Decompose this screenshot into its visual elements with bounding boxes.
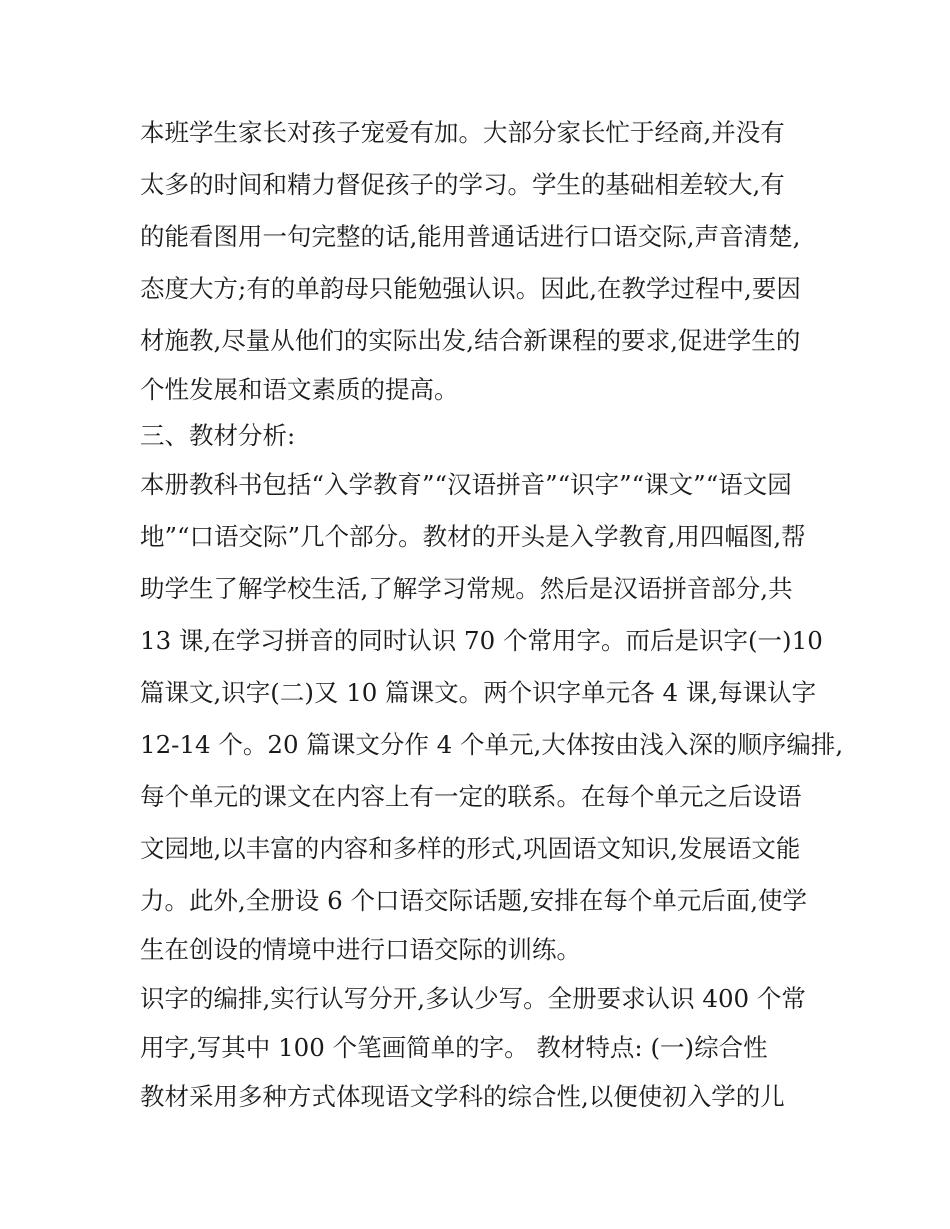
text-line-5: 材施教,尽量从他们的实际出发,结合新课程的要求,促进学生的	[140, 326, 801, 355]
text-line-20: 教材采用多种方式体现语文学科的综合性,以便使初入学的儿	[140, 1082, 785, 1111]
text-line-16: 力。此外,全册设 6 个口语交际话题,安排在每个单元后面,使学	[140, 886, 808, 915]
text-line-1: 本班学生家长对孩子宠爱有加。大部分家长忙于经商,并没有	[140, 118, 785, 147]
document-body	[140, 107, 844, 1123]
text-line-15: 文园地,以丰富的内容和多样的形式,巩固语文知识,发展语文能	[140, 834, 801, 863]
text-line-18: 识字的编排,实行认写分开,多认少写。全册要求认识 400 个常	[140, 984, 806, 1013]
text-line-9: 地”“口语交际”几个部分。教材的开头是入学教育,用四幅图,帮	[140, 522, 806, 551]
text-line-13: 12-14 个。20 篇课文分作 4 个单元,大体按由浅入深的顺序编排,	[140, 730, 844, 759]
text-line-19: 用字,写其中 100 个笔画简单的字。 教材特点: (一)综合性	[140, 1033, 768, 1062]
text-line-14: 每个单元的课文在内容上有一定的联系。在每个单元之后设语	[140, 782, 802, 811]
text-line-6: 个性发展和语文素质的提高。	[140, 375, 459, 404]
text-line-17: 生在创设的情境中进行口语交际的训练。	[140, 935, 581, 964]
text-line-2: 太多的时间和精力督促孩子的学习。学生的基础相差较大,有	[140, 170, 785, 199]
text-line-3: 的能看图用一句完整的话,能用普通话进行口语交际,声音清楚,	[140, 222, 801, 251]
section-heading: 三、教材分析:	[140, 421, 296, 450]
text-line-11: 13 课,在学习拼音的同时认识 70 个常用字。而后是识字(一)10	[140, 626, 823, 655]
text-line-10: 助学生了解学校生活,了解学习常规。然后是汉语拼音部分,共	[140, 574, 793, 603]
text-line-12: 篇课文,识字(二)又 10 篇课文。两个识字单元各 4 课,每课认字	[140, 678, 817, 707]
text-line-8: 本册教科书包括“入学教育”“汉语拼音”“识字”“课文”“语文园	[140, 470, 792, 499]
text-line-4: 态度大方;有的单韵母只能勉强认识。因此,在教学过程中,要因	[140, 274, 801, 303]
